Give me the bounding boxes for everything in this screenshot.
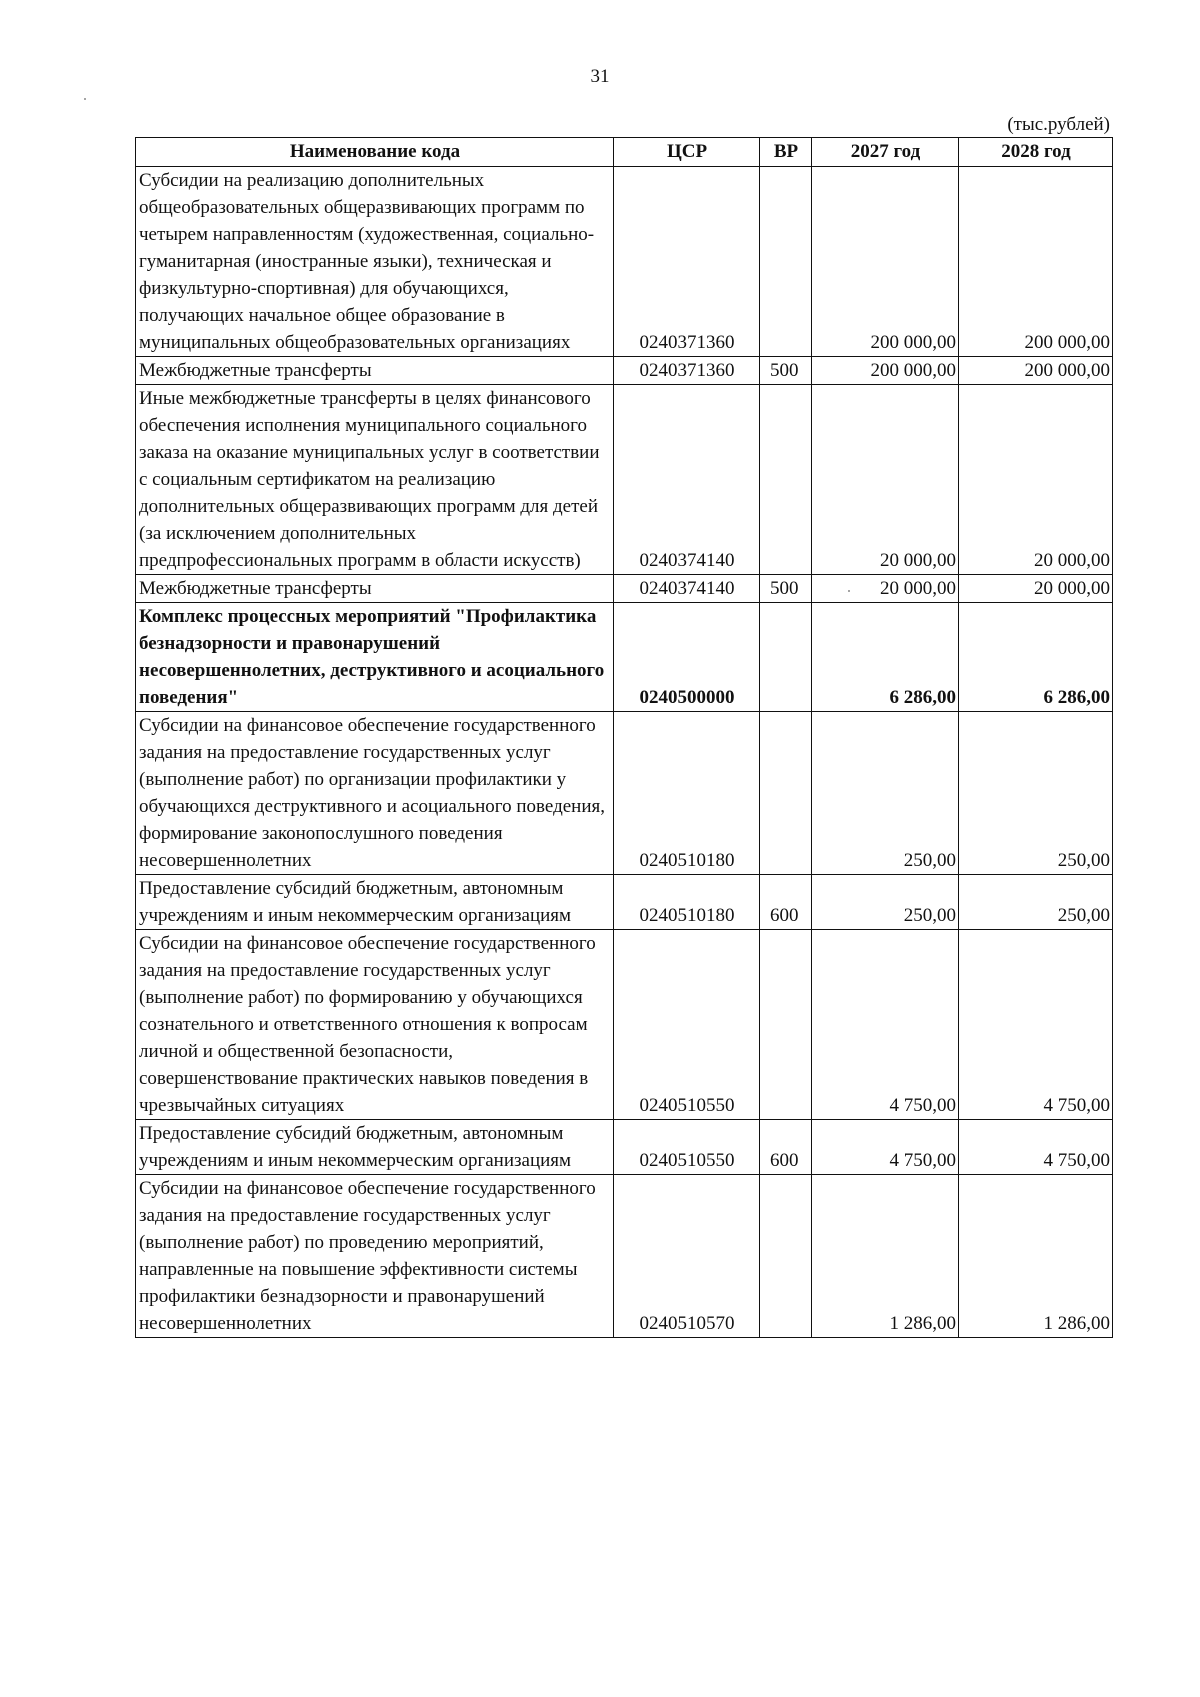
row-amount-2027: 250,00 <box>812 712 959 875</box>
row-csr: 0240510570 <box>614 1175 760 1338</box>
header-vr: ВР <box>760 138 812 167</box>
row-name: Субсидии на реализацию дополнительных общеобразовательных общеразвивающих программ по четырем направленностям (художественная, социально-гуманитарная (иностранные языки), техническая и физкультурно-спортивная) для обучающихся, получающих начальное общее образование в муниципальных общеобразовательных организациях <box>136 167 614 357</box>
row-name: Субсидии на финансовое обеспечение государственного задания на предоставление государственных услуг (выполнение работ) по проведению мероприятий, направленные на повышение эффективности системы профилактики безнадзорности и правонарушений несовершеннолетних <box>136 1175 614 1338</box>
scan-speck <box>84 98 86 100</box>
header-csr: ЦСР <box>614 138 760 167</box>
row-vr: 600 <box>760 875 812 930</box>
row-amount-2027: 4 750,00 <box>812 930 959 1120</box>
row-name: Комплекс процессных мероприятий "Профилактика безнадзорности и правонарушений несовершеннолетних, деструктивного и асоциального поведения" <box>136 603 614 712</box>
row-amount-2027: 4 750,00 <box>812 1120 959 1175</box>
row-amount-2028: 20 000,00 <box>959 575 1113 603</box>
table-row <box>136 930 1113 1120</box>
budget-table <box>135 137 1113 1338</box>
row-vr <box>760 712 812 875</box>
row-amount-2028: 200 000,00 <box>959 357 1113 385</box>
table-row <box>136 385 1113 575</box>
table-row <box>136 575 1113 603</box>
table-row <box>136 712 1113 875</box>
row-name: Субсидии на финансовое обеспечение государственного задания на предоставление государственных услуг (выполнение работ) по формированию у обучающихся сознательного и ответственного отношения к вопросам личной и общественной безопасности, совершенствование практических навыков поведения в чрезвычайных ситуациях <box>136 930 614 1120</box>
row-csr: 0240510180 <box>614 712 760 875</box>
row-csr: 0240371360 <box>614 357 760 385</box>
row-csr: 0240371360 <box>614 167 760 357</box>
row-amount-2028: 6 286,00 <box>959 603 1113 712</box>
row-vr <box>760 1175 812 1338</box>
row-name: Межбюджетные трансферты <box>136 575 614 603</box>
row-name: Межбюджетные трансферты <box>136 357 614 385</box>
units-label: (тыс.рублей) <box>1007 114 1110 135</box>
table-body <box>136 167 1113 1338</box>
row-vr: 600 <box>760 1120 812 1175</box>
row-vr: 500 <box>760 575 812 603</box>
table-row <box>136 1120 1113 1175</box>
row-csr: 0240510180 <box>614 875 760 930</box>
row-amount-2027: 6 286,00 <box>812 603 959 712</box>
row-amount-2028: 250,00 <box>959 712 1113 875</box>
row-amount-2027: 200 000,00 <box>812 167 959 357</box>
row-name: Предоставление субсидий бюджетным, автономным учреждениям и иным некоммерческим организациям <box>136 1120 614 1175</box>
header-name: Наименование кода <box>136 138 614 167</box>
row-amount-2027: 1 286,00 <box>812 1175 959 1338</box>
row-amount-2027: 20 000,00 <box>812 575 959 603</box>
row-csr: 0240374140 <box>614 385 760 575</box>
row-vr: 500 <box>760 357 812 385</box>
row-csr: 0240510550 <box>614 930 760 1120</box>
page-number: 31 <box>590 66 610 87</box>
table-row <box>136 875 1113 930</box>
table-row <box>136 603 1113 712</box>
row-csr: 0240510550 <box>614 1120 760 1175</box>
table-header-row <box>136 138 1113 167</box>
row-name: Иные межбюджетные трансферты в целях финансового обеспечения исполнения муниципального социального заказа на оказание муниципальных услуг в соответствии с социальным сертификатом на реализацию дополнительных общеразвивающих программ для детей (за исключением дополнительных предпрофессиональных программ в области искусств) <box>136 385 614 575</box>
table-row <box>136 357 1113 385</box>
row-csr: 0240374140 <box>614 575 760 603</box>
row-amount-2027: 20 000,00 <box>812 385 959 575</box>
row-amount-2028: 4 750,00 <box>959 930 1113 1120</box>
row-amount-2027: 200 000,00 <box>812 357 959 385</box>
row-amount-2028: 1 286,00 <box>959 1175 1113 1338</box>
table-row <box>136 167 1113 357</box>
row-amount-2028: 4 750,00 <box>959 1120 1113 1175</box>
row-csr: 0240500000 <box>614 603 760 712</box>
row-vr <box>760 385 812 575</box>
row-vr <box>760 930 812 1120</box>
header-year-2028: 2028 год <box>959 138 1113 167</box>
row-vr <box>760 167 812 357</box>
scan-speck <box>848 590 850 592</box>
row-vr <box>760 603 812 712</box>
header-year-2027: 2027 год <box>812 138 959 167</box>
table-row <box>136 1175 1113 1338</box>
row-name: Субсидии на финансовое обеспечение государственного задания на предоставление государственных услуг (выполнение работ) по организации профилактики у обучающихся деструктивного и асоциального поведения, формирование законопослушного поведения несовершеннолетних <box>136 712 614 875</box>
row-amount-2028: 20 000,00 <box>959 385 1113 575</box>
row-name: Предоставление субсидий бюджетным, автономным учреждениям и иным некоммерческим организациям <box>136 875 614 930</box>
row-amount-2028: 250,00 <box>959 875 1113 930</box>
row-amount-2028: 200 000,00 <box>959 167 1113 357</box>
row-amount-2027: 250,00 <box>812 875 959 930</box>
